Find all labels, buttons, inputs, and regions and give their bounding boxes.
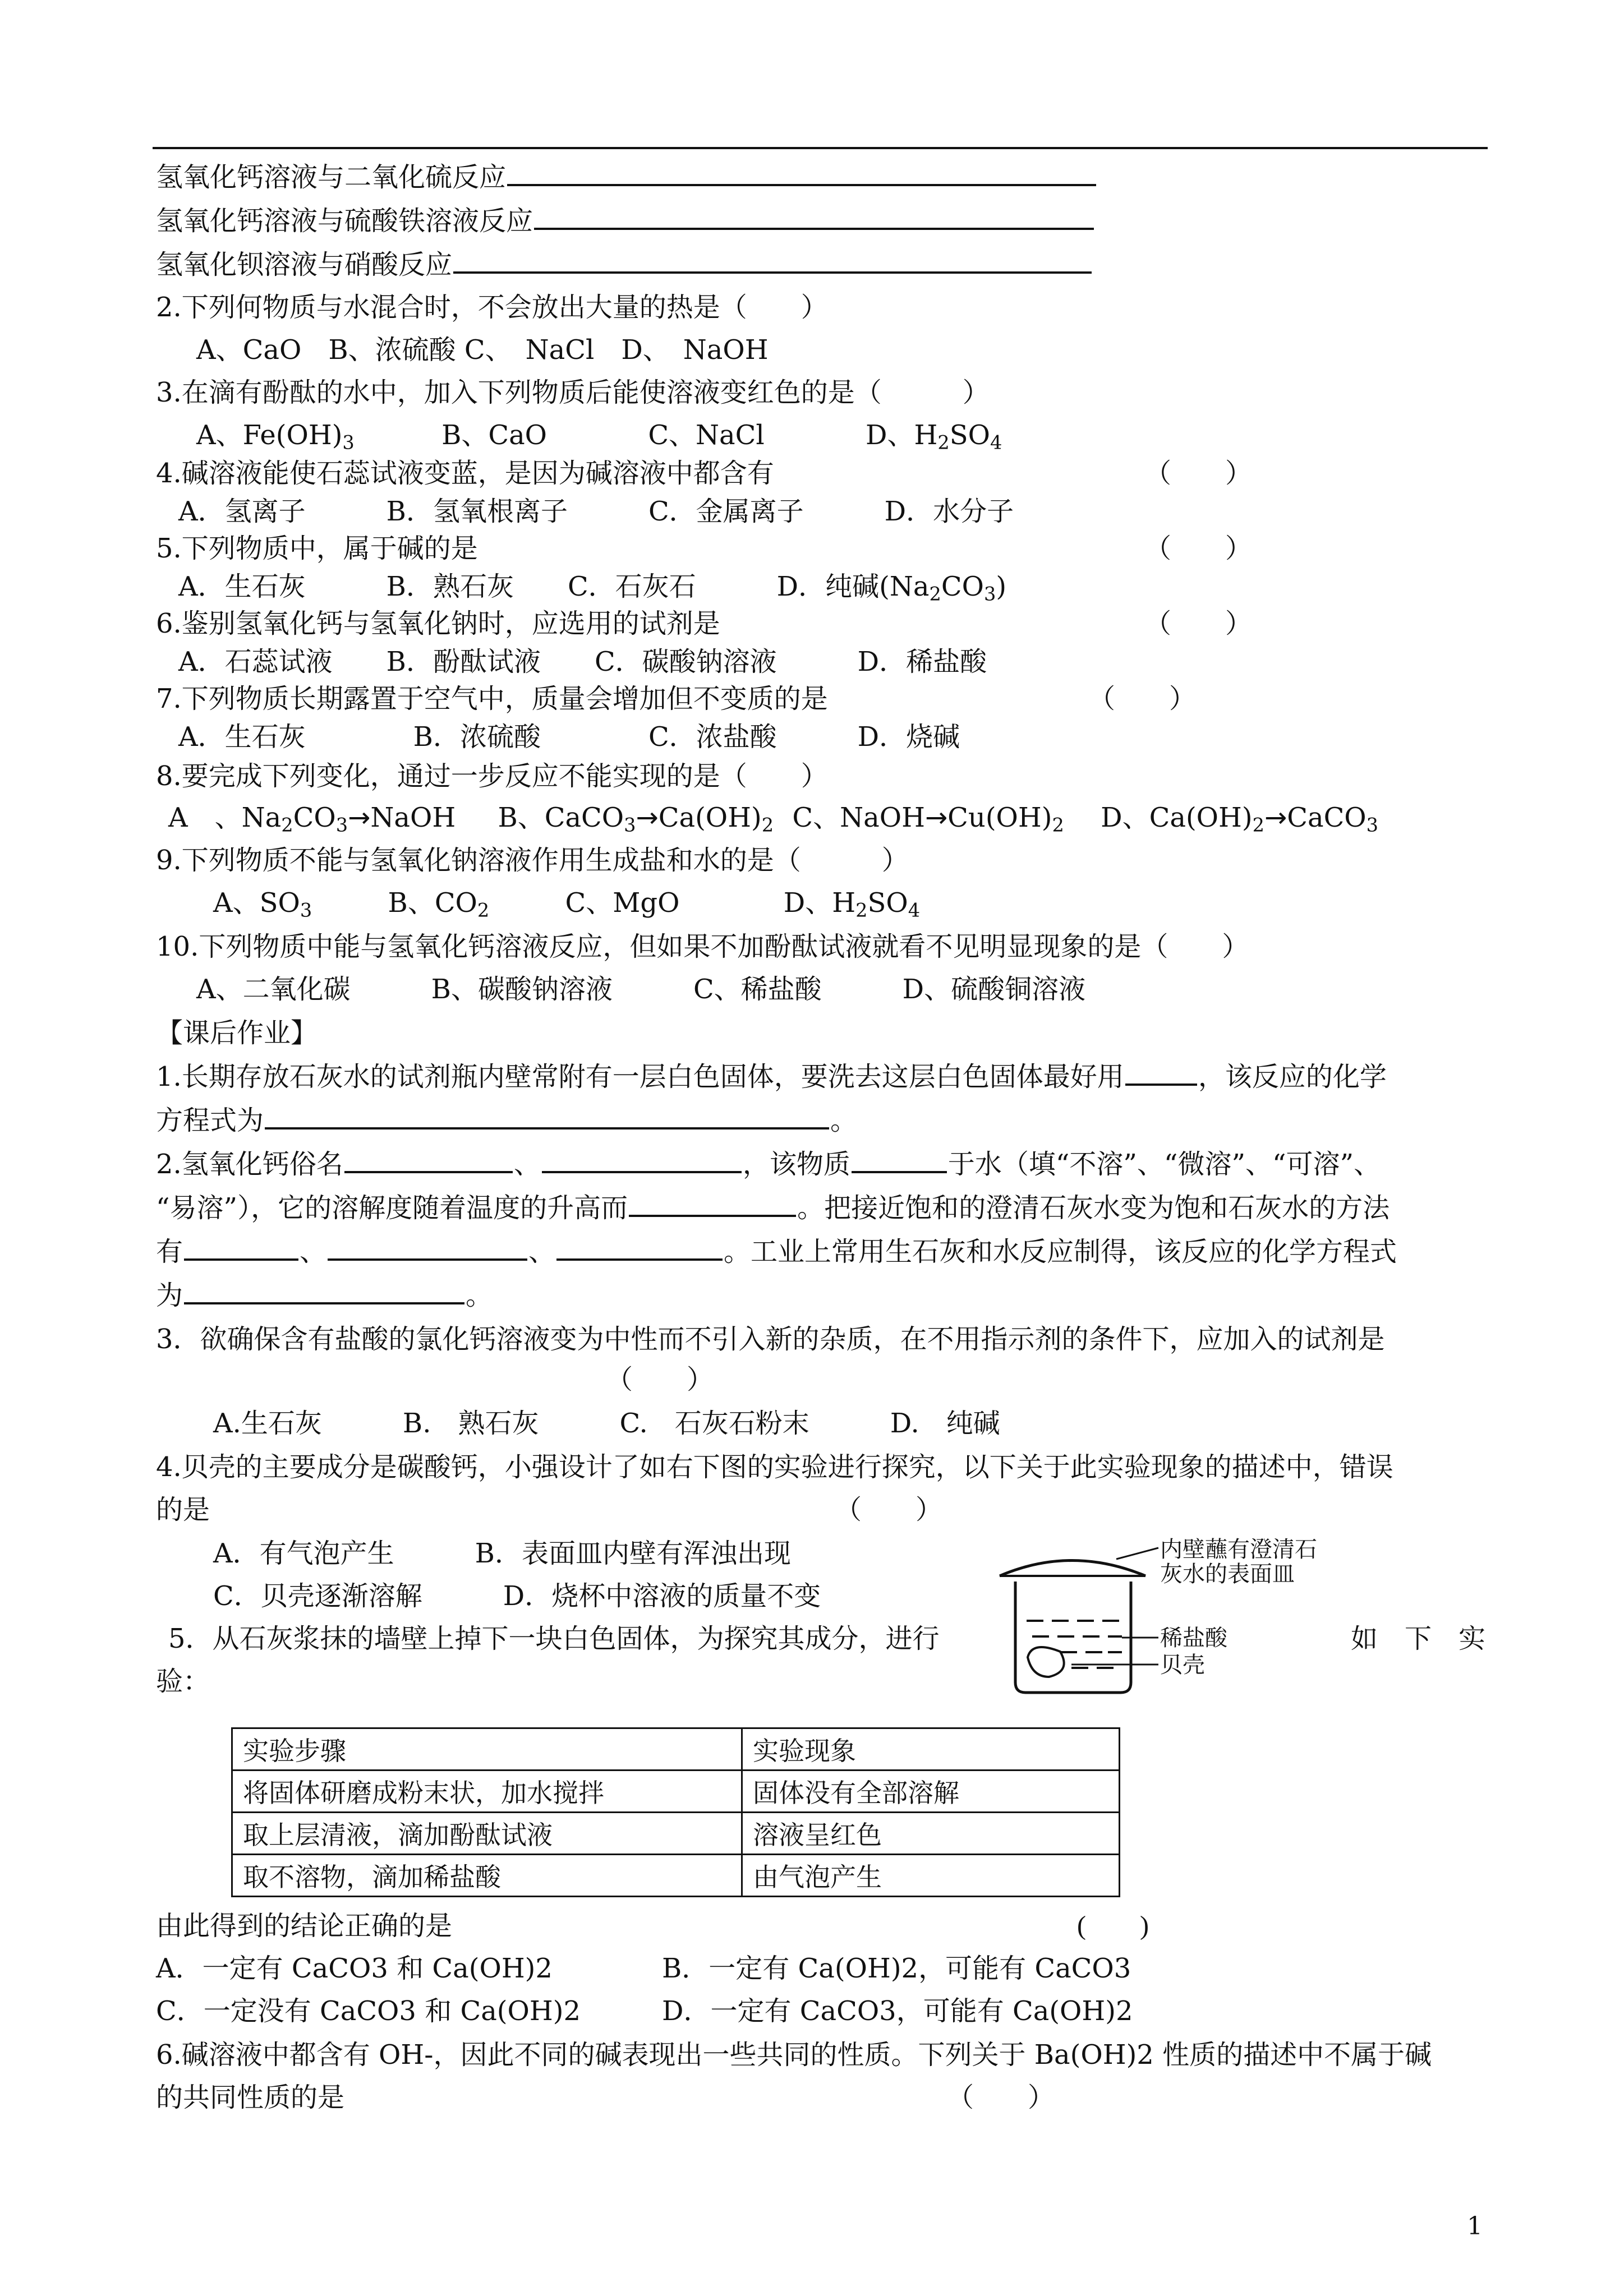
answer-blank: [453, 243, 1092, 274]
table-cell: 取不溶物，滴加稀盐酸: [232, 1855, 742, 1897]
homework-6-line-1: 6.碱溶液中都含有 OH-，因此不同的碱表现出一些共同的性质。下列关于 Ba(OH)2 性质的描述中不属于碱: [156, 2039, 1432, 2071]
homework-5-option-d: D．一定有 CaCO3，可能有 Ca(OH)2: [662, 1995, 1133, 2027]
arrow-icon: →: [1264, 802, 1287, 833]
homework-3-options: A.生石灰 B. 熟石灰 C. 石灰石粉末 D. 纯碱: [213, 1408, 1000, 1439]
equation-line-3: [156, 243, 1093, 286]
homework-4-options-1: A．有气泡产生 B．表面皿内壁有浑浊出现: [213, 1538, 791, 1569]
table-header-cell: 实验现象: [742, 1728, 1120, 1771]
answer-blank: [184, 1230, 298, 1261]
equation-line-2: [156, 200, 1095, 242]
figure-label-acid: 稀盐酸: [1160, 1625, 1227, 1651]
answer-blank: [852, 1143, 947, 1173]
option-b: B、CaO: [441, 419, 548, 451]
question-5-options: A．生石灰 B．熟石灰 C．石灰石 D．纯碱$(Na_2CO_3)$: [178, 571, 1007, 605]
answer-paren: （ ）: [1144, 458, 1253, 489]
answer-blank: [184, 1274, 464, 1304]
question-6: 6.鉴别氢氧化钙与氢氧化钠时，应选用的试剂是: [156, 608, 720, 639]
homework-5-line-2: 验：: [156, 1666, 210, 1697]
homework-4-line-1: 4.贝壳的主要成分是碳酸钙，小强设计了如右下图的实验进行探究，以下关于此实验现象的描述中，错误: [156, 1451, 1393, 1483]
equation-prompt: 氢氧化钙溶液与二氧化硫反应: [156, 162, 507, 193]
question-8: 8.要完成下列变化，通过一步反应不能实现的是（ ）: [156, 760, 828, 792]
answer-blank: [629, 1187, 796, 1217]
homework-5-option-a: A．一定有 CaCO3 和 Ca(OH)2: [156, 1953, 553, 1984]
answer-blank: [328, 1230, 527, 1261]
table-cell: 溶液呈红色: [742, 1813, 1120, 1855]
answer-paren: （ ）: [947, 2082, 1055, 2113]
table-row: [232, 1771, 1120, 1813]
question-2-options: A、CaO B、浓硫酸 C、 NaCl D、 NaOH: [196, 334, 769, 366]
question-4-options: A．氢离子 B．氢氧根离子 C．金属离子 D．水分子: [178, 496, 1014, 527]
option-a: A、Fe(OH): [196, 419, 343, 451]
figure-label-shell: 贝壳: [1160, 1652, 1205, 1678]
homework-5-option-b: B．一定有 Ca(OH)2，可能有 CaCO3: [662, 1953, 1131, 1984]
table-row: [232, 1855, 1120, 1897]
answer-blank: [556, 1230, 723, 1261]
question-8-options: A 、$Na_2CO_3\to NaOH$ B、$CaCO_3\to Ca(OH)_2$ C、$NaOH\to Cu(OH)_2$ D、$Ca(OH)_2\to CaCO_3$: [168, 802, 1379, 836]
question-7: 7.下列物质长期露置于空气中，质量会增加但不变质的是: [156, 683, 828, 714]
header-rule: [153, 147, 1488, 149]
experiment-table: [231, 1727, 1120, 1897]
table-row: [232, 1813, 1120, 1855]
homework-2-line-2: “易溶”），它的溶解度随着温度的升高而 。把接近饱和的澄清石灰水变为饱和石灰水的方法: [156, 1187, 1390, 1229]
answer-blank: [344, 1143, 513, 1173]
table-cell: 取上层清液，滴加酚酞试液: [232, 1813, 742, 1855]
homework-1-line-1: 1.长期存放石灰水的试剂瓶内壁常附有一层白色固体，要洗去这层白色固体最好用 ，该反应的化学: [156, 1055, 1387, 1098]
option-d: D、H: [866, 419, 938, 451]
homework-2-line-3: 有 、 、 。工业上常用生石灰和水反应制得，该反应的化学方程式: [156, 1230, 1397, 1273]
answer-paren: ( ): [1077, 1911, 1149, 1940]
homework-5-line-1-tail: 如 下 实: [1351, 1623, 1486, 1654]
homework-5-line-1: 5．从石灰浆抹的墙壁上掉下一块白色固体，为探究其成分，进行: [168, 1623, 940, 1654]
answer-paren: （ ）: [835, 1494, 943, 1525]
table-cell: 由气泡产生: [742, 1855, 1120, 1897]
answer-blank: [1125, 1055, 1197, 1086]
arrow-icon: →: [636, 802, 659, 833]
answer-paren: （ ）: [606, 1364, 714, 1395]
figure-label-watch-glass: 内壁蘸有澄清石: [1160, 1537, 1317, 1562]
question-3: 3.在滴有酚酞的水中，加入下列物质后能使溶液变红色的是（ ）: [156, 377, 990, 408]
homework-6-line-2: 的共同性质的是: [156, 2082, 345, 2113]
answer-paren: （ ）: [1088, 683, 1197, 714]
page-number: 1: [1467, 2212, 1483, 2240]
equation-prompt: 氢氧化钙溶液与硫酸铁溶液反应: [156, 205, 533, 237]
arrow-icon: →: [924, 802, 948, 833]
equation-line-1: [156, 156, 1097, 199]
answer-blank: [507, 156, 1096, 186]
option-c: C、NaCl: [648, 419, 765, 451]
table-cell: 将固体研磨成粉末状，加水搅拌: [232, 1771, 742, 1813]
answer-paren: （ ）: [1144, 608, 1253, 639]
question-9: 9.下列物质不能与氢氧化钠溶液作用生成盐和水的是（ ）: [156, 845, 909, 876]
answer-paren: （ ）: [1144, 533, 1253, 564]
homework-5-option-c: C．一定没有 CaCO3 和 Ca(OH)2: [156, 1995, 581, 2027]
question-7-options: A．生石灰 B．浓硫酸 C．浓盐酸 D．烧碱: [178, 721, 960, 753]
beaker-figure: [987, 1537, 1346, 1699]
homework-2-line-4: 为 。: [156, 1274, 493, 1317]
table-cell: 固体没有全部溶解: [742, 1771, 1120, 1813]
homework-2-line-1: 2.氢氧化钙俗名 、 ，该物质 于水（填“不溶”、“微溶”、“可溶”、: [156, 1143, 1381, 1186]
equation-prompt: 氢氧化钡溶液与硝酸反应: [156, 249, 453, 280]
question-9-options: A、$SO_3$ B、$CO_2$ C、MgO D、$H_2SO_4$: [213, 887, 921, 921]
homework-title: 【课后作业】: [156, 1017, 318, 1049]
question-10: 10.下列物质中能与氢氧化钙溶液反应，但如果不加酚酞试液就看不见明显现象的是（ ）: [156, 931, 1249, 962]
table-header-cell: 实验步骤: [232, 1728, 742, 1771]
homework-3: 3．欲确保含有盐酸的氯化钙溶液变为中性而不引入新的杂质，在不用指示剂的条件下，应加入的试剂是: [156, 1324, 1385, 1355]
question-2: 2.下列何物质与水混合时，不会放出大量的热是（ ）: [156, 292, 828, 323]
answer-blank: [265, 1099, 829, 1129]
question-5: 5.下列物质中，属于碱的是: [156, 533, 478, 564]
question-4: 4.碱溶液能使石蕊试液变蓝，是因为碱溶液中都含有: [156, 458, 774, 489]
arrow-icon: →: [348, 802, 371, 833]
table-header-row: [232, 1728, 1120, 1771]
question-3-options: A、$Fe(OH)_3$ B、CaO C、NaCl D、$H_2SO_4$: [196, 419, 1002, 454]
figure-label-watch-glass-2: 灰水的表面皿: [1160, 1561, 1295, 1587]
question-10-options: A、二氧化碳 B、碳酸钠溶液 C、稀盐酸 D、硫酸铜溶液: [196, 974, 1086, 1005]
answer-blank: [542, 1143, 742, 1173]
homework-4-options-2: C．贝壳逐渐溶解 D．烧杯中溶液的质量不变: [213, 1580, 821, 1612]
answer-blank: [534, 200, 1094, 230]
homework-4-line-2: 的是: [156, 1494, 210, 1525]
homework-5-conclusion: 由此得到的结论正确的是: [156, 1910, 453, 1942]
homework-1-line-2: 方程式为 。: [156, 1099, 857, 1142]
question-6-options: A．石蕊试液 B．酚酞试液 C．碳酸钠溶液 D．稀盐酸: [178, 646, 987, 677]
